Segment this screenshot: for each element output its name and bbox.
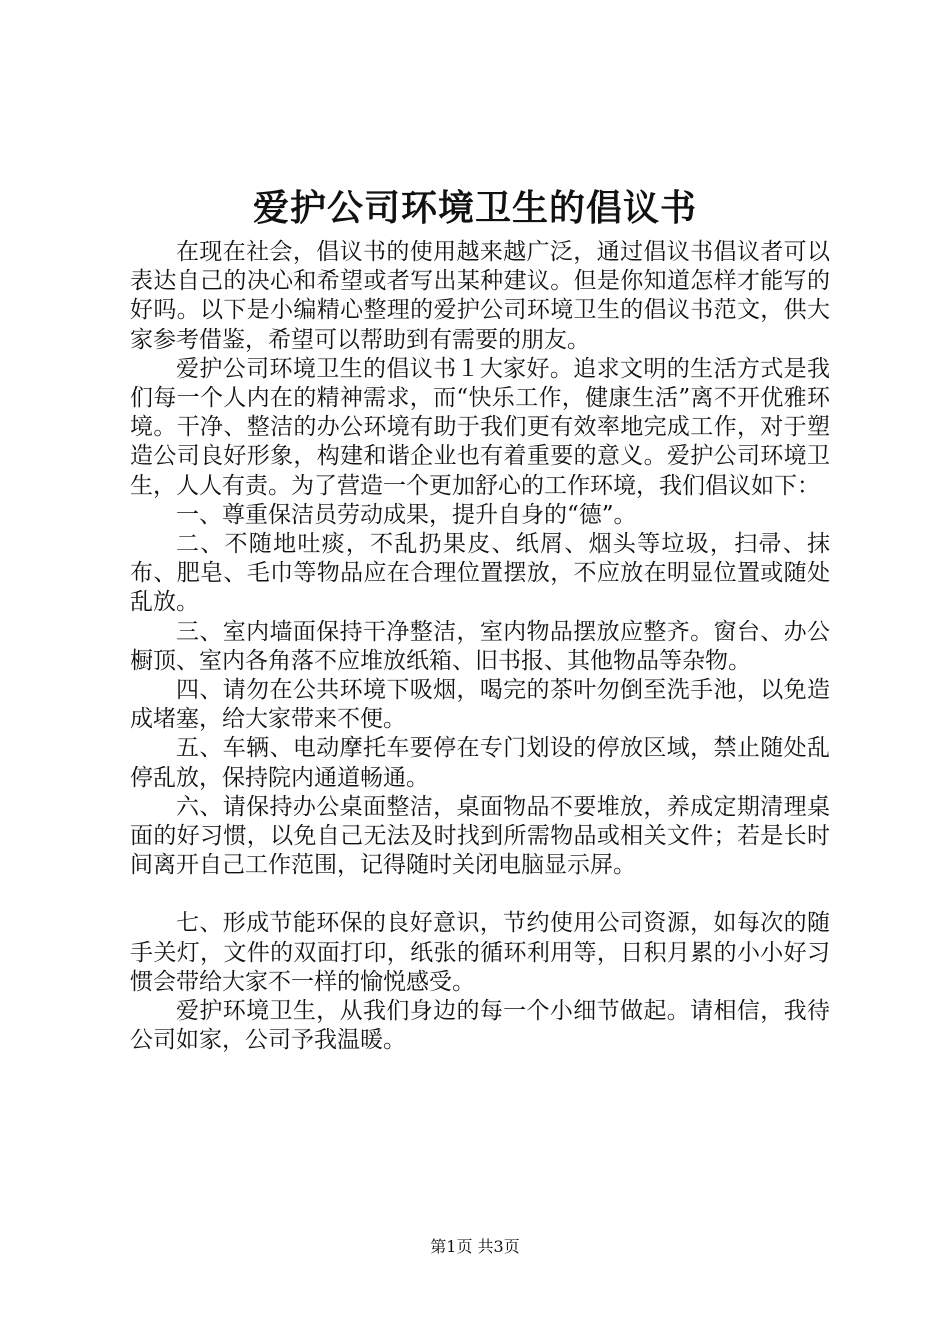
paragraph-item-1: 一、尊重保洁员劳动成果，提升自身的“德”。 [176, 501, 637, 528]
paragraph-item-3: 三、室内墙面保持干净整洁，室内物品摆放应整齐。窗台、办公橱顶、室内各角落不应堆放纸箱、旧书报、其他物品等杂物。 [130, 618, 830, 674]
paragraph-closing: 爱护环境卫生，从我们身边的每一个小细节做起。请相信，我待公司如家，公司予我温暖。 [130, 998, 830, 1054]
document-title: 爱护公司环境卫生的倡议书 [252, 187, 697, 229]
paragraph-item-2: 二、不随地吐痰，不乱扔果皮、纸屑、烟头等垃圾，扫帚、抹布、肥皂、毛巾等物品应在合理位置摆放，不应放在明显位置或随处乱放。 [130, 531, 830, 616]
paragraph-opening: 爱护公司环境卫生的倡议书１大家好。追求文明的生活方式是我们每一个人内在的精神需求，而“快乐工作，健康生活”离不开优雅环境。干净、整洁的办公环境有助于我们更有效率地完成工作，对于塑造公司良好形象，构建和谐企业也有着重要的意义。爱护公司环境卫生，人人有责。为了营造一个更加舒心的工作环境，我们倡议如下： [130, 355, 830, 499]
page-number-footer: 第1页 共3页 [430, 1237, 520, 1256]
paragraph-item-5: 五、车辆、电动摩托车要停在专门划设的停放区域，禁止随处乱停乱放，保持院内通道畅通。 [130, 735, 830, 791]
paragraph-item-6: 六、请保持办公桌面整洁，桌面物品不要堆放，养成定期清理桌面的好习惯，以免自己无法及时找到所需物品或相关文件；若是长时间离开自己工作范围，记得随时关闭电脑显示屏。 [130, 793, 830, 879]
paragraph-item-4: 四、请勿在公共环境下吸烟，喝完的茶叶勿倒至洗手池，以免造成堵塞，给大家带来不便。 [130, 677, 830, 733]
paragraph-intro: 在现在社会，倡议书的使用越来越广泛，通过倡议书倡议者可以表达自己的决心和希望或者写出某种建议。但是你知道怎样才能写的好吗。以下是小编精心整理的爱护公司环境卫生的倡议书范文，供大家参考借鉴，希望可以帮助到有需要的朋友。 [130, 239, 830, 353]
paragraph-gap [130, 880, 830, 909]
paragraph-item-7: 七、形成节能环保的良好意识，节约使用公司资源，如每次的随手关灯，文件的双面打印，纸张的循环利用等，日积月累的小小好习惯会带给大家不一样的愉悦感受。 [130, 910, 830, 995]
document-body [130, 238, 830, 1055]
